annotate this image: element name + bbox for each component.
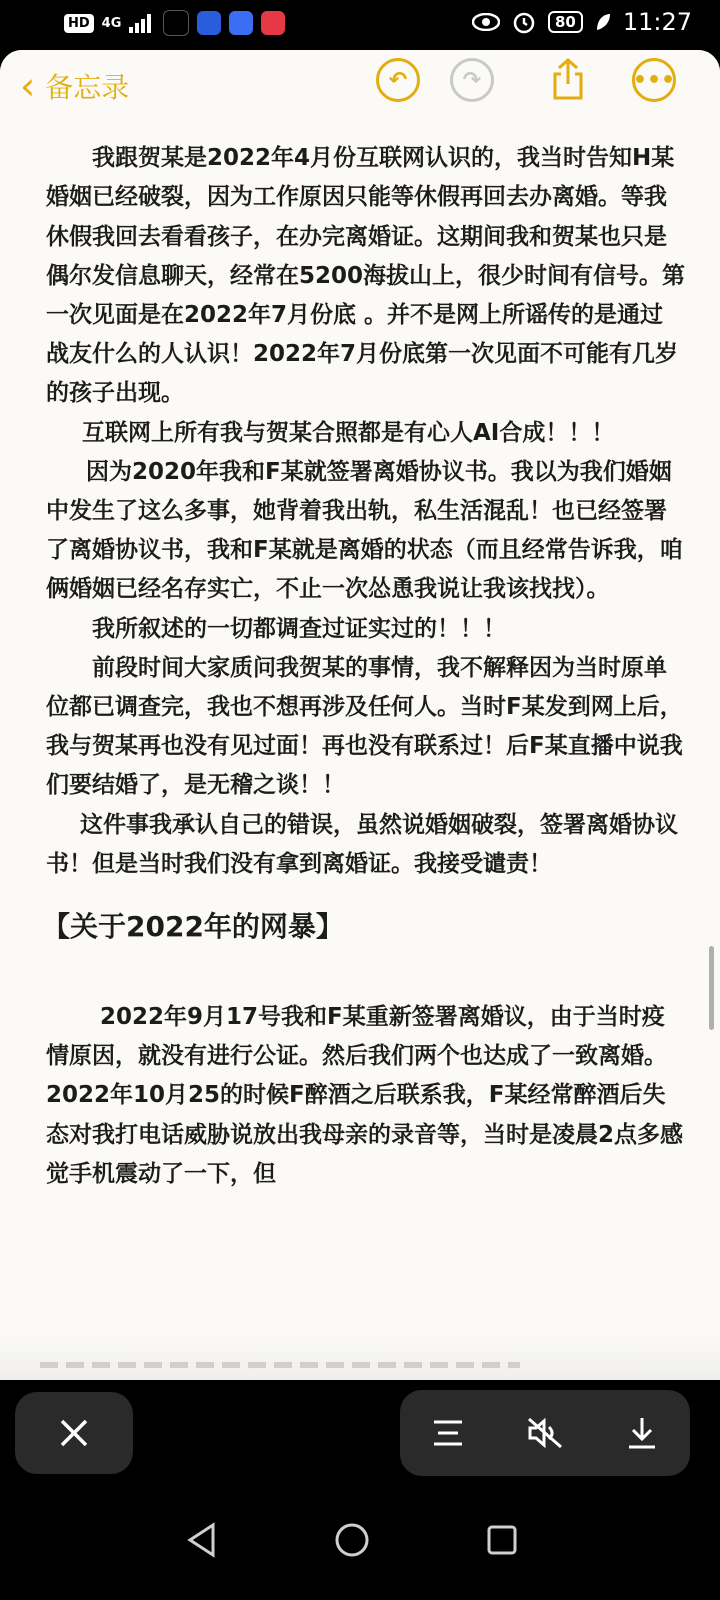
xiaohongshu-icon xyxy=(261,11,285,35)
scrollbar[interactable] xyxy=(709,946,714,1030)
tieba-icon xyxy=(229,11,253,35)
battery-indicator: 80 xyxy=(548,11,583,33)
signal-type: 4G xyxy=(101,15,122,31)
note-heading: 【关于2022年的网暴】 xyxy=(42,910,344,944)
share-icon xyxy=(551,58,585,100)
note-body[interactable] xyxy=(42,100,686,1194)
note-paragraph-5: 前段时间大家质问我贺某的事情，我不解释因为当时原单位都已调查完，我也不想再涉及任何人。当时F某发到网上后，我与贺某再也没有见过面！再也没有联系过！后F某直播中说我们要结婚了，是无稽之谈！！ xyxy=(46,654,683,799)
more-button[interactable] xyxy=(632,58,676,102)
back-label: 备忘录 xyxy=(45,71,130,104)
bottom-fade xyxy=(0,1334,720,1380)
eye-icon xyxy=(472,13,500,31)
redo-button[interactable] xyxy=(450,58,494,102)
note-paragraph-2: 互联网上所有我与贺某合照都是有心人AI合成！！！ xyxy=(82,419,615,446)
undo-icon: ↶ xyxy=(388,67,408,93)
leaf-icon xyxy=(595,12,611,32)
status-left xyxy=(64,10,285,36)
menu-lines-icon xyxy=(432,1419,464,1447)
nav-home-button[interactable] xyxy=(322,1510,382,1570)
signal-bars-icon xyxy=(129,13,155,33)
menu-button[interactable] xyxy=(424,1409,472,1457)
close-icon xyxy=(59,1418,89,1448)
close-button[interactable] xyxy=(15,1392,133,1474)
alarm-icon xyxy=(512,10,536,34)
note-paragraph-7: 2022年9月17号我和F某重新签署离婚议，由于当时疫情原因，就没有进行公证。然后我们两个也达成了一致离婚。2022年10月25的时候F醉酒之后联系我，F某经常醉酒后失态对我打电话威胁说放出我母亲的录音等，当时是凌晨2点多感觉手机震动了一下，但 xyxy=(46,1004,684,1187)
note-paragraph-4: 我所叙述的一切都调查过证实过的！！！ xyxy=(92,615,506,642)
square-recents-icon xyxy=(486,1524,518,1556)
nav-recents-button[interactable] xyxy=(472,1510,532,1570)
volume-mute-icon xyxy=(527,1417,563,1449)
download-button[interactable] xyxy=(618,1409,666,1457)
note-paragraph-1: 我跟贺某是2022年4月份互联网认识的，我当时告知H某婚姻已经破裂，因为工作原因只能等休假再回去办离婚。等我休假我回去看看孩子，在办完离婚证。这期间我和贺某也只是偶尔发信息聊天，经常在5200海拔山上，很少时间有信号。第一次见面是在2022年7月份底 。并不是网上所谣传的是通过战友什么的人认识！2022年7月份底第一次见面不可能有几岁的孩子出现。 xyxy=(46,145,686,407)
mute-button[interactable] xyxy=(521,1409,569,1457)
more-icon: ••• xyxy=(632,67,676,93)
share-button[interactable] xyxy=(548,54,588,104)
status-right xyxy=(472,8,692,36)
system-nav-bar xyxy=(0,1496,720,1600)
redo-icon: ↷ xyxy=(462,67,482,93)
circle-home-icon xyxy=(334,1522,370,1558)
notes-screen xyxy=(0,50,720,1380)
back-button[interactable] xyxy=(20,66,129,106)
nav-back-button[interactable] xyxy=(172,1510,232,1570)
toolbar-peek xyxy=(40,1362,520,1368)
chevron-left-icon: ‹ xyxy=(20,64,36,108)
status-bar xyxy=(0,0,720,48)
hd-indicator: HD xyxy=(64,14,94,33)
notes-navbar xyxy=(0,50,720,134)
media-toolbar xyxy=(400,1390,690,1476)
undo-button[interactable] xyxy=(376,58,420,102)
baidu-icon xyxy=(197,11,221,35)
tiktok-icon xyxy=(163,10,189,36)
note-paragraph-3: 因为2020年我和F某就签署离婚协议书。我以为我们婚姻中发生了这么多事，她背着我出轨，私生活混乱！也已经签署了离婚协议书，我和F某就是离婚的状态（而且经常告诉我，咱俩婚姻已经名存实亡，不止一次怂恿我说让我该找找）。 xyxy=(46,458,683,603)
download-icon xyxy=(626,1416,658,1450)
note-paragraph-6: 这件事我承认自己的错误，虽然说婚姻破裂，签署离婚协议书！但是当时我们没有拿到离婚证。我接受谴责！ xyxy=(46,811,678,877)
triangle-back-icon xyxy=(186,1522,218,1558)
clock: 11:27 xyxy=(622,8,692,36)
